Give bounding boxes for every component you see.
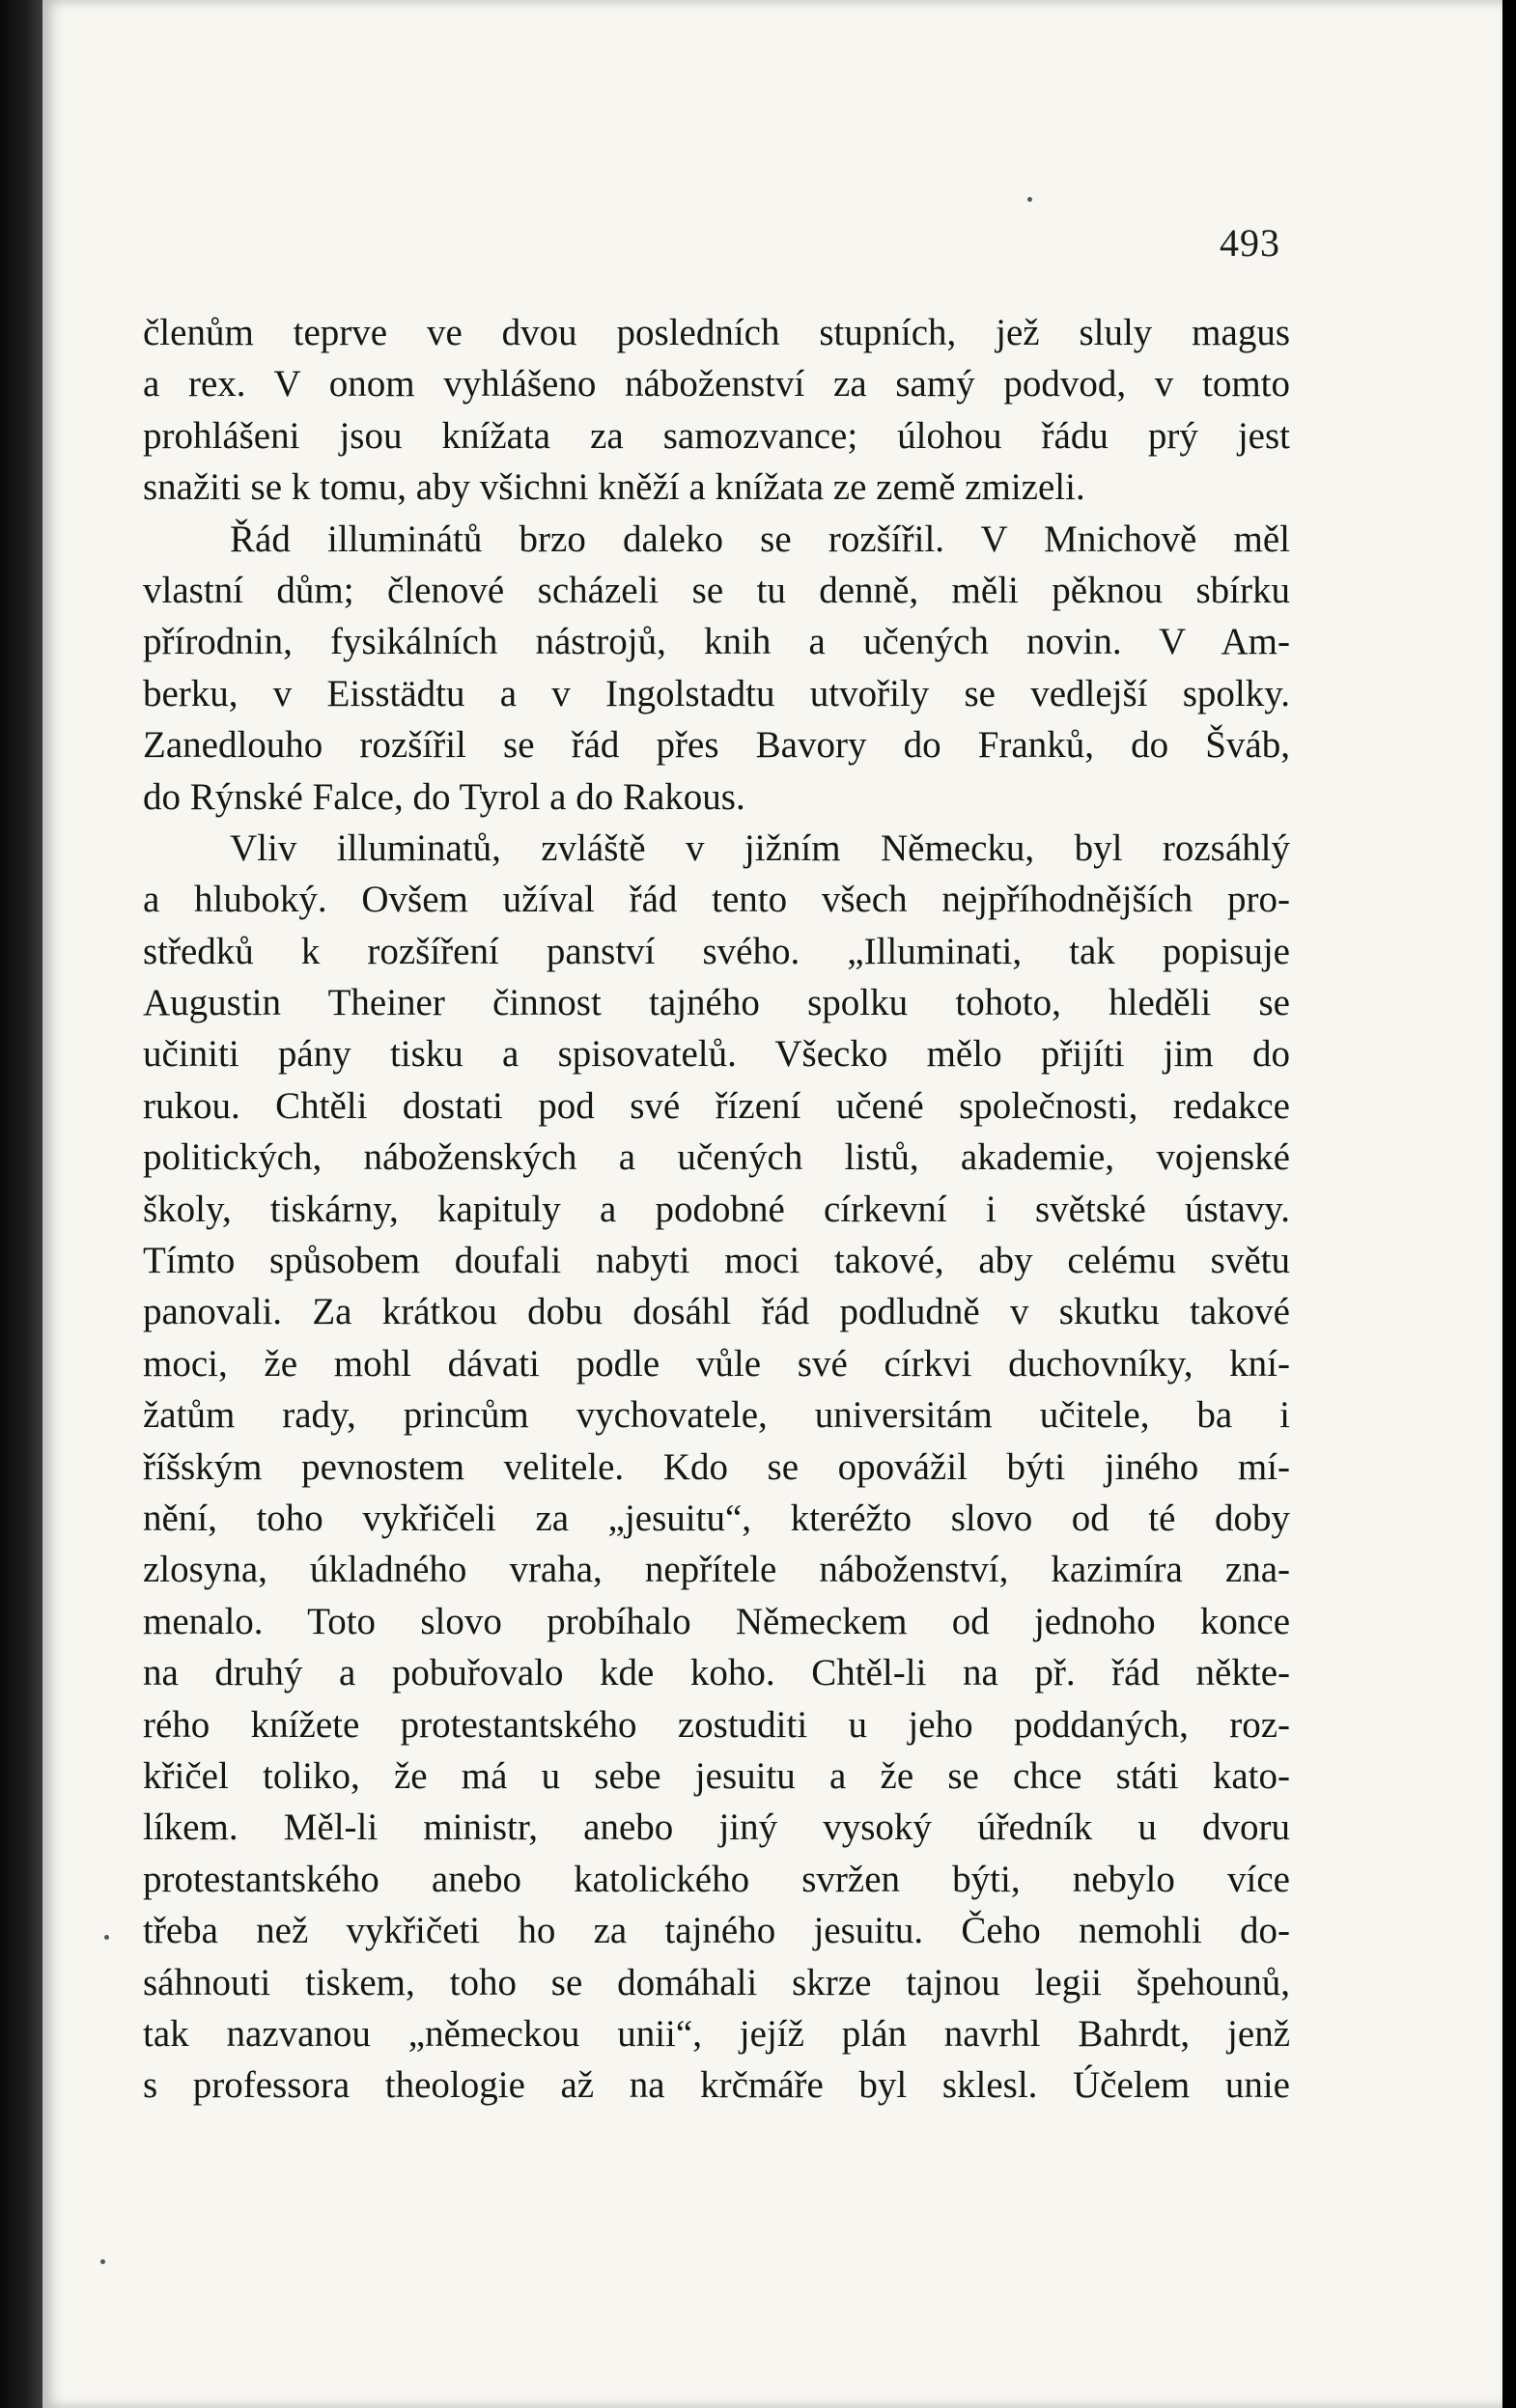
text-line: vlastní dům; členové scházeli se tu denně, měli pěknou sbírku [143, 569, 1290, 611]
text-line: rukou. Chtěli dostati pod své řízení učené společnosti, redakce [143, 1084, 1290, 1127]
page-number: 493 [1220, 221, 1280, 265]
text-line: do Rýnské Falce, do Tyrol a do Rakous. [143, 775, 745, 818]
book-page [42, 0, 1502, 2408]
text-line: křičel toliko, že má u sebe jesuitu a že se chce státi kato- [143, 1754, 1290, 1797]
text-line: a hluboký. Ovšem užíval řád tento všech nejpříhodnějších pro- [143, 879, 1290, 921]
text-line: politických, náboženských a učených listů, akademie, vojenské [143, 1136, 1290, 1179]
text-line: členům teprve ve dvou posledních stupních, jež sluly magus [143, 312, 1290, 353]
text-line: tak nazvanou „německou unii“, jejíž plán navrhl Bahrdt, jenž [143, 2012, 1290, 2055]
text-line: říšským pevnostem velitele. Kdo se opovážil býti jiného mí- [143, 1445, 1290, 1488]
text-line: Zanedlouho rozšířil se řád přes Bavory do Franků, do Šváb, [143, 724, 1290, 767]
text-line: panovali. Za krátkou dobu dosáhl řád podludně v skutku takové [143, 1291, 1290, 1333]
text-line: zlosyna, úkladného vraha, nepřítele náboženství, kazimíra zna- [143, 1549, 1290, 1591]
text-line: Augustin Theiner činnost tajného spolku tohoto, hleděli se [143, 982, 1290, 1024]
text-line: učiniti pány tisku a spisovatelů. Všecko mělo přijíti jim do [143, 1033, 1290, 1076]
paper-speck [100, 2259, 105, 2264]
text-line: prohlášeni jsou knížata za samozvance; úlohou řádu prý jest [143, 414, 1290, 457]
paper-speck [1027, 197, 1032, 202]
text-line: Tímto spůsobem doufali nabyti moci takové, aby celému světu [143, 1240, 1290, 1282]
text-line: na druhý a pobuřovalo kde koho. Chtěl-li na př. řád někte- [143, 1652, 1290, 1694]
text-line: přírodnin, fysikálních nástrojů, knih a učených novin. V Am- [143, 621, 1290, 663]
text-line: protestantského anebo katolického svržen býti, nebylo více [143, 1858, 1290, 1900]
text-line: a rex. V onom vyhlášeno náboženství za samý podvod, v tomto [143, 363, 1290, 406]
body-text [143, 307, 1290, 2112]
text-line: nění, toho vykřičeli za „jesuitu“, kteréžto slovo od té doby [143, 1497, 1290, 1539]
paragraph-start-line: Vliv illuminatů, zvláště v jižním Německu, byl rozsáhlý [230, 826, 1290, 869]
text-line: třeba než vykřičeti ho za tajného jesuitu. Čeho nemohli do- [143, 1910, 1290, 1952]
text-line: líkem. Měl-li ministr, anebo jiný vysoký úředník u dvoru [143, 1806, 1290, 1849]
text-line: sáhnouti tiskem, toho se domáhali skrze tajnou legii špehounů, [143, 1961, 1290, 2003]
text-line: snažiti se k tomu, aby všichni kněží a knížata ze země zmizeli. [143, 466, 1085, 509]
text-line: školy, tiskárny, kapituly a podobné církevní i světské ústavy. [143, 1188, 1290, 1230]
text-line: menalo. Toto slovo probíhalo Německem od jednoho konce [143, 1600, 1290, 1642]
text-line: středků k rozšíření panství svého. „Illuminati, tak popisuje [143, 930, 1290, 972]
text-line: moci, že mohl dávati podle vůle své církvi duchovníky, kní- [143, 1342, 1290, 1385]
text-line: berku, v Eisstädtu a v Ingolstadtu utvořily se vedlejší spolky. [143, 672, 1290, 714]
text-line: žatům rady, princům vychovatele, universitám učitele, ba i [143, 1394, 1290, 1437]
paragraph-start-line: Řád illuminátů brzo daleko se rozšířil. V Mnichově měl [230, 518, 1290, 560]
text-line: rého knížete protestantského zostuditi u jeho poddaných, roz- [143, 1703, 1290, 1746]
paper-speck [104, 1935, 109, 1940]
text-line: s professora theologie až na krčmáře byl sklesl. Účelem unie [143, 2064, 1290, 2107]
binding-edge [0, 0, 42, 2408]
